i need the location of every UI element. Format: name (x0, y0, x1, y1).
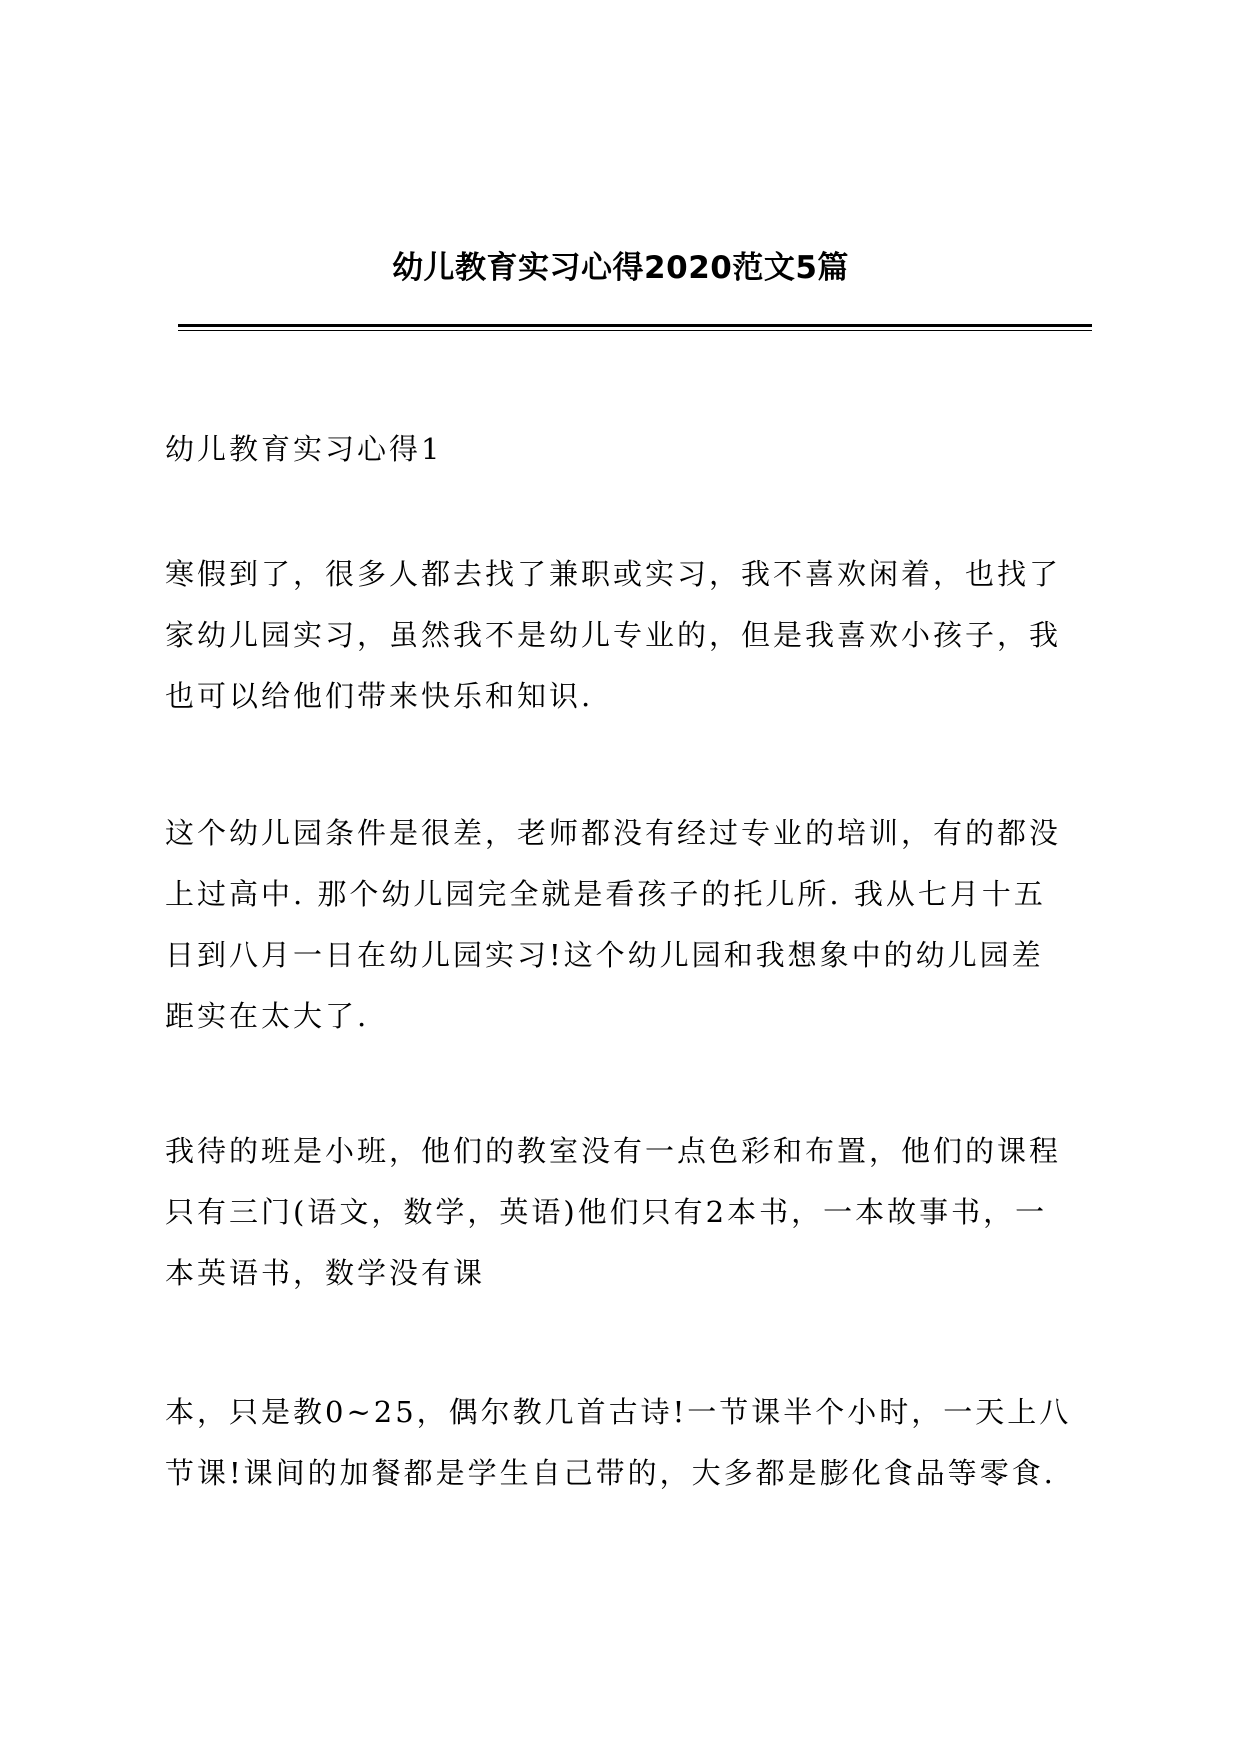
document-title: 幼儿教育实习心得2020范文5篇 (392, 250, 849, 286)
paragraph-1 (165, 544, 1093, 727)
paragraph-line: 本英语书，数学没有课 (165, 1256, 486, 1290)
paragraph-line: 日到八月一日在幼儿园实习!这个幼儿园和我想象中的幼儿园差 (165, 938, 1044, 972)
paragraph-line: 这个幼儿园条件是很差，老师都没有经过专业的培训，有的都没 (165, 816, 1062, 850)
section-heading-text: 幼儿教育实习心得1 (165, 432, 443, 466)
paragraph-line: 寒假到了，很多人都去找了兼职或实习，我不喜欢闲着，也找了 (165, 557, 1062, 591)
title-divider-thin (178, 330, 1092, 331)
paragraph-2 (165, 803, 1093, 1047)
paragraph-line: 只有三门(语文，数学，英语)他们只有2本书，一本故事书，一 (165, 1195, 1048, 1229)
paragraph-line: 距实在太大了. (165, 999, 370, 1033)
paragraph-3 (165, 1121, 1093, 1304)
paragraph-line: 我待的班是小班，他们的教室没有一点色彩和布置，他们的课程 (165, 1134, 1062, 1168)
paragraph-line: 本，只是教0~25，偶尔教几首古诗!一节课半个小时，一天上八 (165, 1395, 1072, 1429)
paragraph-line: 也可以给他们带来快乐和知识. (165, 679, 594, 713)
paragraph-line: 节课!课间的加餐都是学生自己带的，大多都是膨化食品等零食. (165, 1456, 1056, 1490)
paragraph-line: 家幼儿园实习，虽然我不是幼儿专业的，但是我喜欢小孩子，我 (165, 618, 1062, 652)
paragraph-4 (165, 1382, 1093, 1504)
section-heading (165, 419, 1093, 480)
paragraph-line: 上过高中. 那个幼儿园完全就是看孩子的托儿所. 我从七月十五 (165, 877, 1046, 911)
title-divider-thick (178, 324, 1092, 327)
